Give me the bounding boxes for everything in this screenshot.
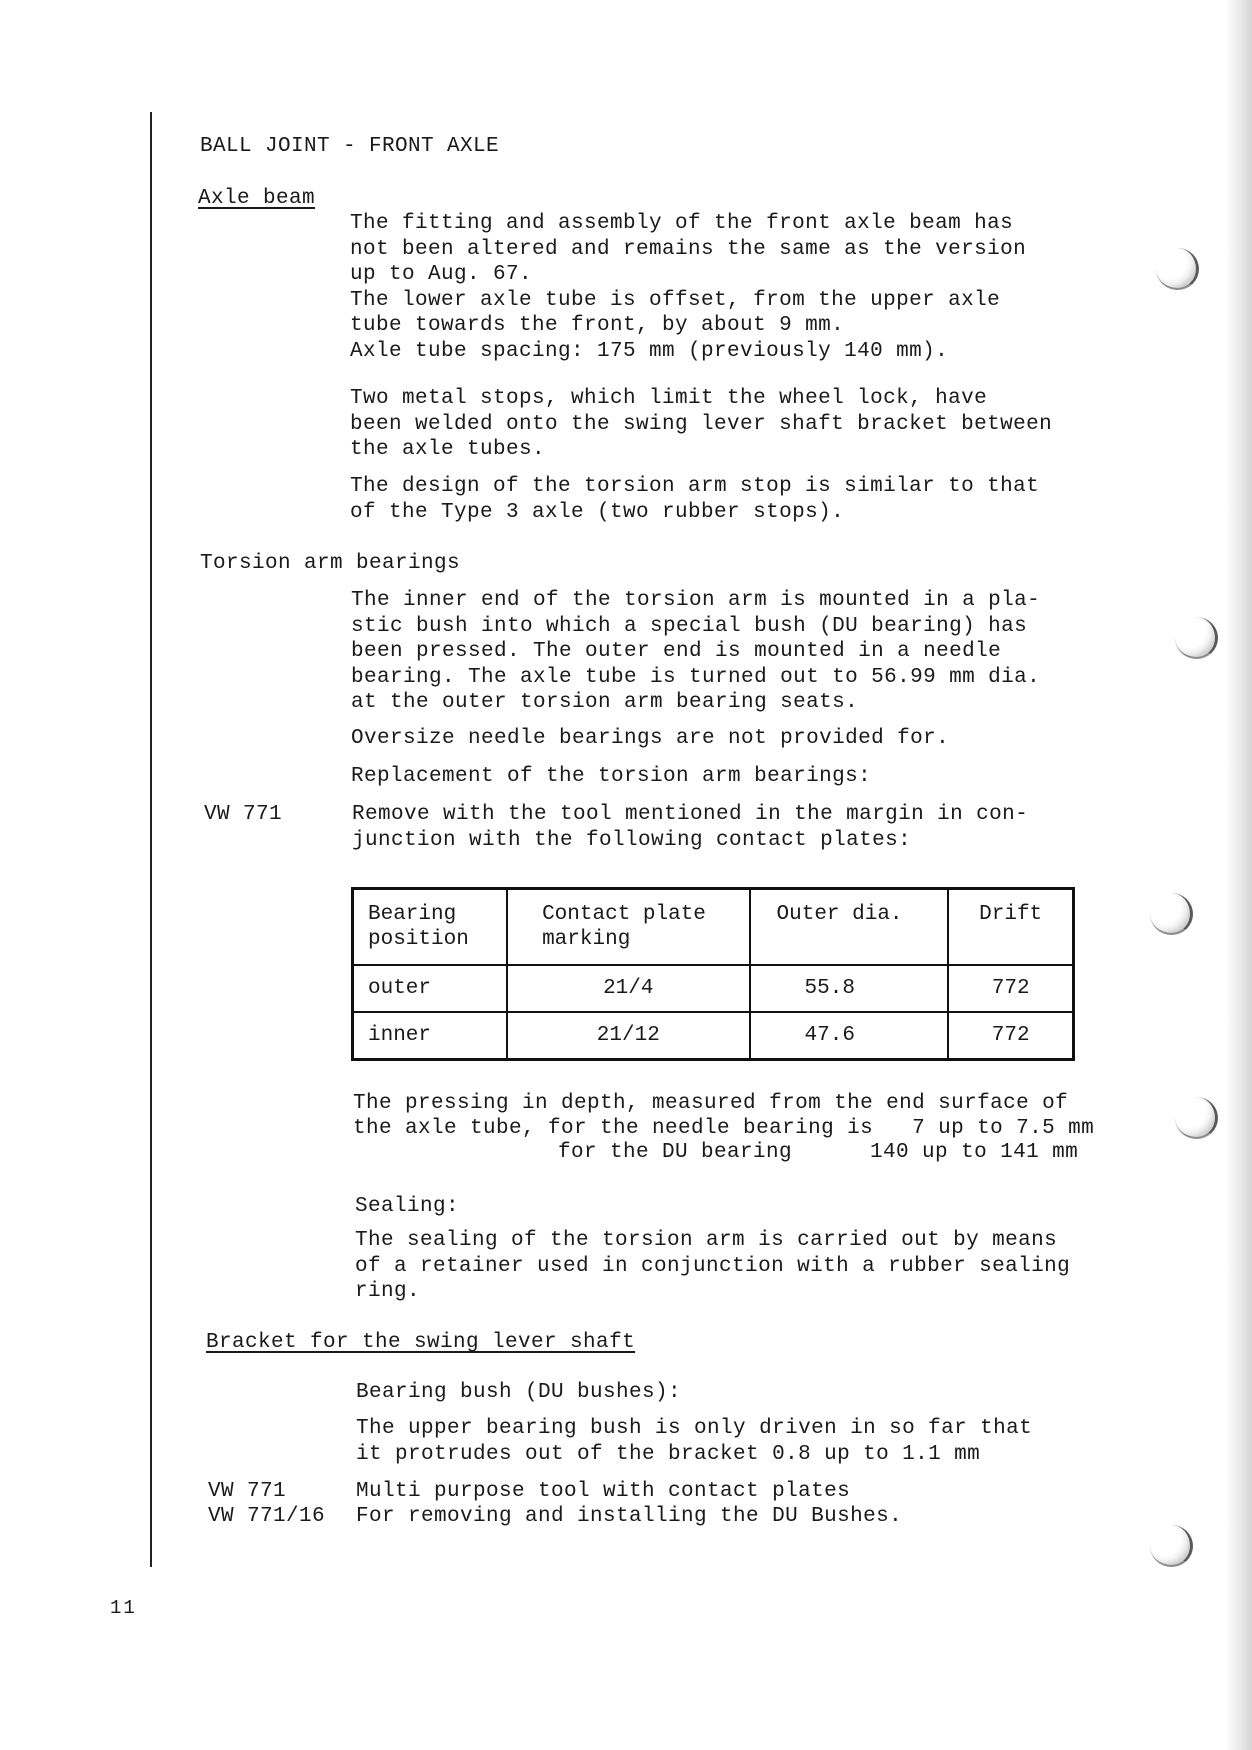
binder-hole <box>1175 1097 1218 1139</box>
binder-hole <box>1175 617 1218 659</box>
margin-rule <box>150 112 152 1567</box>
page-title: BALL JOINT - FRONT AXLE <box>200 135 500 158</box>
page-edge <box>1226 0 1252 1750</box>
torsion-paragraph-4: Remove with the tool mentioned in the margin in con- junction with the following contact plates: <box>352 803 1029 852</box>
binder-hole <box>1156 248 1199 290</box>
binder-hole <box>1150 893 1193 935</box>
table-cell: 772 <box>948 965 1073 1012</box>
table-row <box>353 1012 1074 1060</box>
tool-code: VW 771/16 <box>208 1505 326 1528</box>
table-cell: outer <box>353 965 508 1012</box>
bracket-paragraph: The upper bearing bush is only driven in so far that it protrudes out of the bracket 0.8 up to 1.1 mm <box>356 1417 1033 1466</box>
tool-description: Multi purpose tool with contact plates <box>356 1480 851 1503</box>
tool-description: For removing and installing the DU Bushes. <box>356 1505 903 1528</box>
axle-beam-paragraph-1: The fitting and assembly of the front axle beam has not been altered and remains the same as the version up to Aug. 67. The lower axle tube is offset, from the upper axle tube towards the front, by about 9 mm. Axle tube spacing: 175 mm (previously 140 mm). <box>350 212 1027 363</box>
page-number: 11 <box>110 1597 137 1619</box>
margin-tool-label: VW 771 <box>204 803 283 826</box>
table-header-cell: Contact plate marking <box>507 889 749 966</box>
sealing-title: Sealing: <box>355 1195 460 1218</box>
bracket-subtitle: Bearing bush (DU bushes): <box>356 1381 682 1404</box>
contact-plate-table <box>351 887 1075 1061</box>
table-cell: 772 <box>948 1012 1073 1060</box>
table-header-row <box>353 889 1074 966</box>
torsion-paragraph-2: Oversize needle bearings are not provided for. <box>351 727 950 750</box>
pressing-line-1: The pressing in depth, measured from the end surface of <box>353 1092 1069 1115</box>
table-header-cell: Outer dia. <box>750 889 949 966</box>
pressing-line-3: for the DU bearing 140 up to 141 mm <box>558 1141 1079 1164</box>
pressing-line-2: the axle tube, for the needle bearing is 7 up to 7.5 mm <box>353 1117 1095 1140</box>
table-cell: 47.6 <box>750 1012 949 1060</box>
table-cell: 55.8 <box>750 965 949 1012</box>
torsion-paragraph-3: Replacement of the torsion arm bearings: <box>351 765 872 788</box>
table-header-cell: Bearing position <box>353 889 508 966</box>
table-cell: inner <box>353 1012 508 1060</box>
torsion-paragraph-1: The inner end of the torsion arm is mounted in a pla- stic bush into which a special bush (DU bearing) has been pressed. The outer end is mounted in a needle bearing. The axle tube is turned out to 56.99 mm dia. at the outer torsion arm bearing seats. <box>351 589 1041 714</box>
table-header-cell: Drift <box>948 889 1073 966</box>
table-row <box>353 965 1074 1012</box>
sealing-paragraph: The sealing of the torsion arm is carried out by means of a retainer used in conjunction with a rubber sealing ring. <box>355 1229 1071 1303</box>
section-title-bracket: Bracket for the swing lever shaft <box>206 1331 636 1354</box>
table-cell: 21/4 <box>507 965 749 1012</box>
section-title-torsion: Torsion arm bearings <box>200 552 461 575</box>
binder-hole <box>1150 1525 1193 1567</box>
section-title-axle-beam: Axle beam <box>198 187 316 210</box>
table-cell: 21/12 <box>507 1012 749 1060</box>
axle-beam-paragraph-3: The design of the torsion arm stop is similar to that of the Type 3 axle (two rubber stops). <box>350 475 1040 524</box>
axle-beam-paragraph-2: Two metal stops, which limit the wheel lock, have been welded onto the swing lever shaft bracket between the axle tubes. <box>350 387 1053 461</box>
tool-code: VW 771 <box>208 1480 287 1503</box>
